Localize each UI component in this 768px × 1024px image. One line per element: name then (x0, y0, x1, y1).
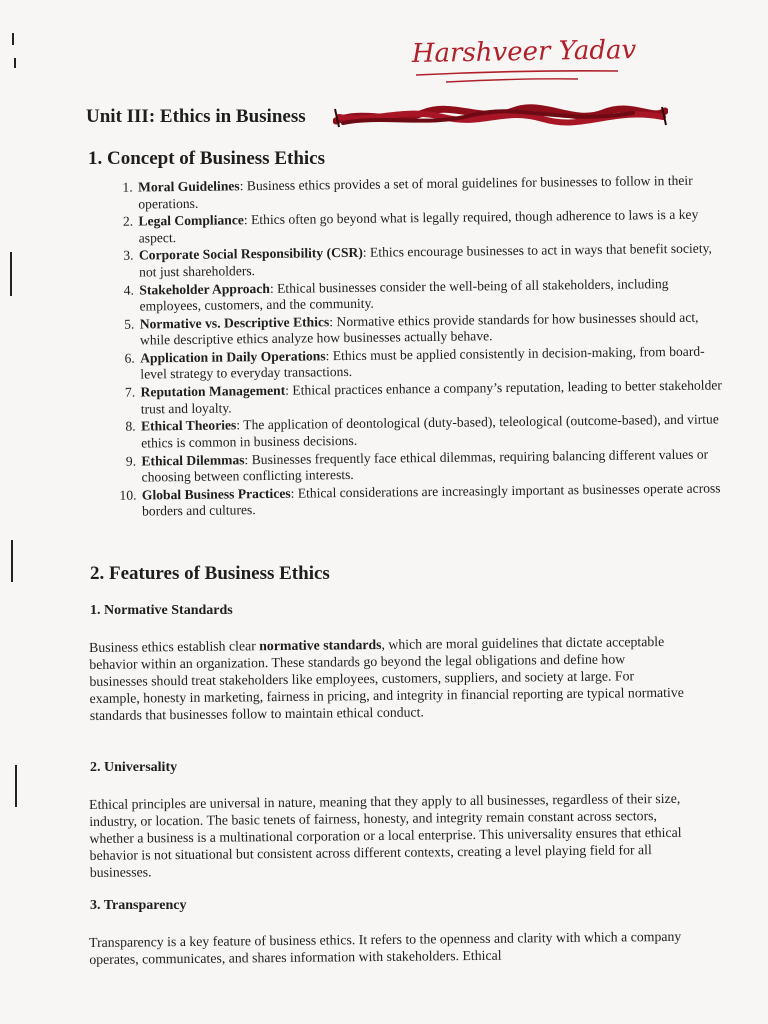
list-item (140, 480, 730, 520)
item-term: Reputation Management (140, 382, 286, 400)
list-item (136, 207, 726, 247)
item-term: Moral Guidelines (137, 178, 240, 195)
signature-text: Harshveer Yadav (411, 35, 636, 69)
item-term: Legal Compliance (138, 212, 244, 229)
feature-heading: 2. Universality (90, 760, 178, 775)
feature-heading: 3. Transparency (90, 898, 187, 913)
paragraph-text: , which are moral guidelines that dictate acceptable behavior within an organization. These standards go beyond the legal obligations and define how businesses should treat stakeholders like employees, customers, suppliers, and society at large. For example, honesty in marketing, fairness in pricing, and integrity in financial reporting are typical normative standards that businesses follow to maintain ethical conduct. (89, 633, 684, 723)
item-text: : The application of deontological (duty-based), teleological (outcome-based), and virtue ethics is common in business decisions. (141, 411, 719, 451)
feature-paragraph: Ethical principles are universal in nature, meaning that they apply to all businesses, regardless of their size, industry, or location. The basic tenets of fairness, honesty, and integrity remain constant across sectors, whether a business is a multinational corporation or a local enterprise. This universality ensures that ethical behavior is not situational but consistent across different contexts, creating a level playing field for all businesses. (89, 790, 682, 880)
list-item (136, 172, 726, 212)
list-item (139, 377, 729, 417)
list-item (139, 446, 729, 486)
margin-mark (14, 58, 16, 68)
concept-list (100, 172, 730, 521)
margin-mark (10, 252, 12, 296)
handwritten-signature (406, 26, 636, 86)
margin-mark (11, 540, 13, 582)
feature-heading: 1. Normative Standards (90, 603, 233, 618)
item-text: : Ethics often go beyond what is legally required, though adherence to laws is a key aspect. (138, 206, 699, 246)
list-item (138, 343, 728, 383)
feature-paragraph: Transparency is a key feature of business ethics. It refers to the openness and clarity with which a company operates, communicates, and shares information with stakeholders. Ethical (89, 928, 682, 967)
margin-mark (12, 33, 14, 45)
item-term: Global Business Practices (141, 485, 291, 503)
item-text: : Ethical considerations are increasingly important as businesses operate across borders and cultures. (141, 480, 721, 519)
paragraph-emphasis: normative standards (259, 636, 382, 654)
item-text: : Business ethics provides a set of moral guidelines for businesses to follow in their operations. (138, 172, 693, 212)
item-text: : Ethical practices enhance a company’s reputation, leading to better stakeholder trust and loyalty. (140, 377, 722, 417)
item-term: Ethical Theories (140, 417, 237, 434)
redaction-scribble (333, 101, 668, 131)
list-item (139, 412, 729, 452)
item-term: Stakeholder Approach (139, 280, 270, 298)
margin-mark (15, 765, 17, 807)
section-title: 1. Concept of Business Ethics (88, 148, 325, 169)
list-item (137, 275, 727, 315)
list-item (137, 241, 727, 281)
feature-paragraph (89, 633, 686, 724)
item-text: : Businesses frequently face ethical dilemmas, requiring balancing different values or choosing between conflicting interests. (141, 446, 709, 485)
item-text: : Normative ethics provide standards for how businesses should act, while descriptive ethics analyze how businesses actually behave. (139, 309, 699, 348)
item-term: Ethical Dilemmas (141, 451, 245, 469)
section-title: 2. Features of Business Ethics (90, 563, 330, 584)
item-term: Normative vs. Descriptive Ethics (139, 313, 330, 332)
list-item (138, 309, 728, 349)
item-term: Corporate Social Responsibility (CSR) (138, 245, 363, 263)
unit-title: Unit III: Ethics in Business (86, 106, 306, 127)
item-term: Application in Daily Operations (140, 348, 326, 366)
item-text: : Ethics must be applied consistently in decision-making, from board-level strategy to everyday transactions. (140, 343, 705, 382)
paragraph-text: Business ethics establish clear (89, 638, 260, 655)
item-text: : Ethical businesses consider the well-being of all stakeholders, including employees, customers, and the community. (139, 275, 669, 314)
item-text: : Ethics encourage businesses to act in ways that benefit society, not just shareholders. (139, 240, 712, 280)
